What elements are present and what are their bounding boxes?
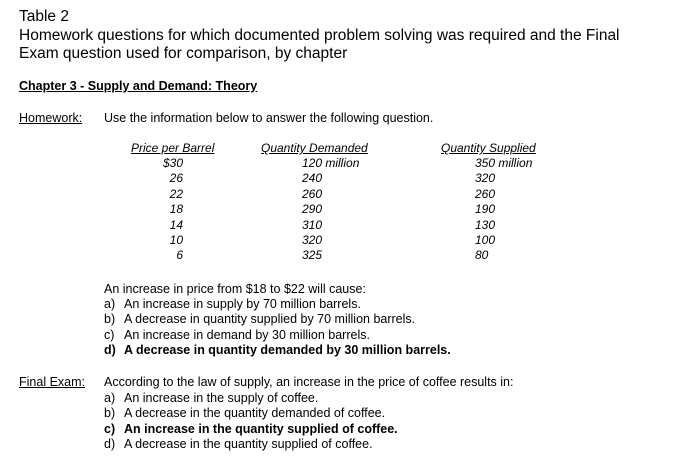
demanded-cell: 120 million [302,156,360,170]
option-letter: b) [104,406,116,421]
homework-instruction: Use the information below to answer the following question. [104,111,434,125]
supplied-cell: 80 [475,248,489,263]
option-a [104,297,451,312]
option-letter: c) [104,327,115,342]
supplied-cell: 320 [475,171,496,186]
caption-line-2: Exam question used for comparison, by chapter [19,45,348,62]
supplied-cell: 350 million [475,156,533,170]
chapter-heading: Chapter 3 - Supply and Demand: Theory [19,79,258,93]
option-text: An increase in the quantity supplied of coffee. [124,421,398,436]
homework-label: Homework: [19,111,83,125]
option-letter: a) [104,391,116,405]
option-c [104,328,451,343]
demanded-values [302,156,359,264]
caption-line-1: Homework questions for which documented problem solving was required and the Final [19,27,620,44]
price-cell: 26 [169,171,183,186]
option-b [104,312,451,327]
option-letter: d) [104,343,116,358]
option-letter: a) [104,297,116,311]
demanded-cell: 325 [302,248,323,263]
price-cell: 6 [176,248,183,263]
supplied-header: Quantity Supplied [441,141,536,155]
option-text: An increase in the supply of coffee. [124,391,319,405]
option-text: An increase in supply by 70 million barrels. [124,297,361,311]
option-d-correct [104,343,451,358]
demanded-cell: 310 [302,217,323,232]
option-text: A decrease in the quantity demanded of coffee. [124,406,386,421]
demanded-cell: 260 [302,186,323,201]
price-cell: 18 [169,202,183,217]
final-exam-question: According to the law of supply, an increase in the price of coffee results in: [104,375,514,389]
demanded-cell: 320 [302,233,323,248]
supplied-column [441,141,536,156]
homework-options [104,297,451,359]
demanded-cell: 290 [302,202,323,217]
option-text: A decrease in quantity demanded by 30 million barrels. [124,343,451,358]
price-cell: 10 [169,233,183,248]
option-d [104,437,398,452]
option-text: An increase in demand by 30 million barrels. [124,327,370,342]
option-letter: b) [104,312,116,327]
option-text: A decrease in quantity supplied by 70 million barrels. [124,312,416,327]
price-column [131,141,214,156]
supplied-cell: 100 [475,233,496,248]
option-letter: d) [104,437,116,452]
price-cell: 22 [169,186,183,201]
homework-question: An increase in price from $18 to $22 will cause: [104,282,366,296]
option-text: A decrease in the quantity supplied of coffee. [124,437,373,452]
supplied-values [475,156,532,264]
supplied-cell: 130 [475,217,496,232]
final-exam-options [104,391,398,453]
final-exam-label: Final Exam: [19,375,85,389]
price-values [131,156,183,264]
demanded-header: Quantity Demanded [261,141,368,155]
table-title: Table 2 [19,8,69,25]
option-c-correct [104,422,398,437]
supplied-cell: 260 [475,186,496,201]
price-cell: $30 [162,156,183,170]
option-b [104,406,398,421]
option-letter: c) [104,421,116,436]
price-header: Price per Barrel [131,141,215,155]
demanded-cell: 240 [302,171,323,186]
option-a [104,391,398,406]
supplied-cell: 190 [475,202,496,217]
demanded-column [261,141,368,156]
price-cell: 14 [169,217,183,232]
